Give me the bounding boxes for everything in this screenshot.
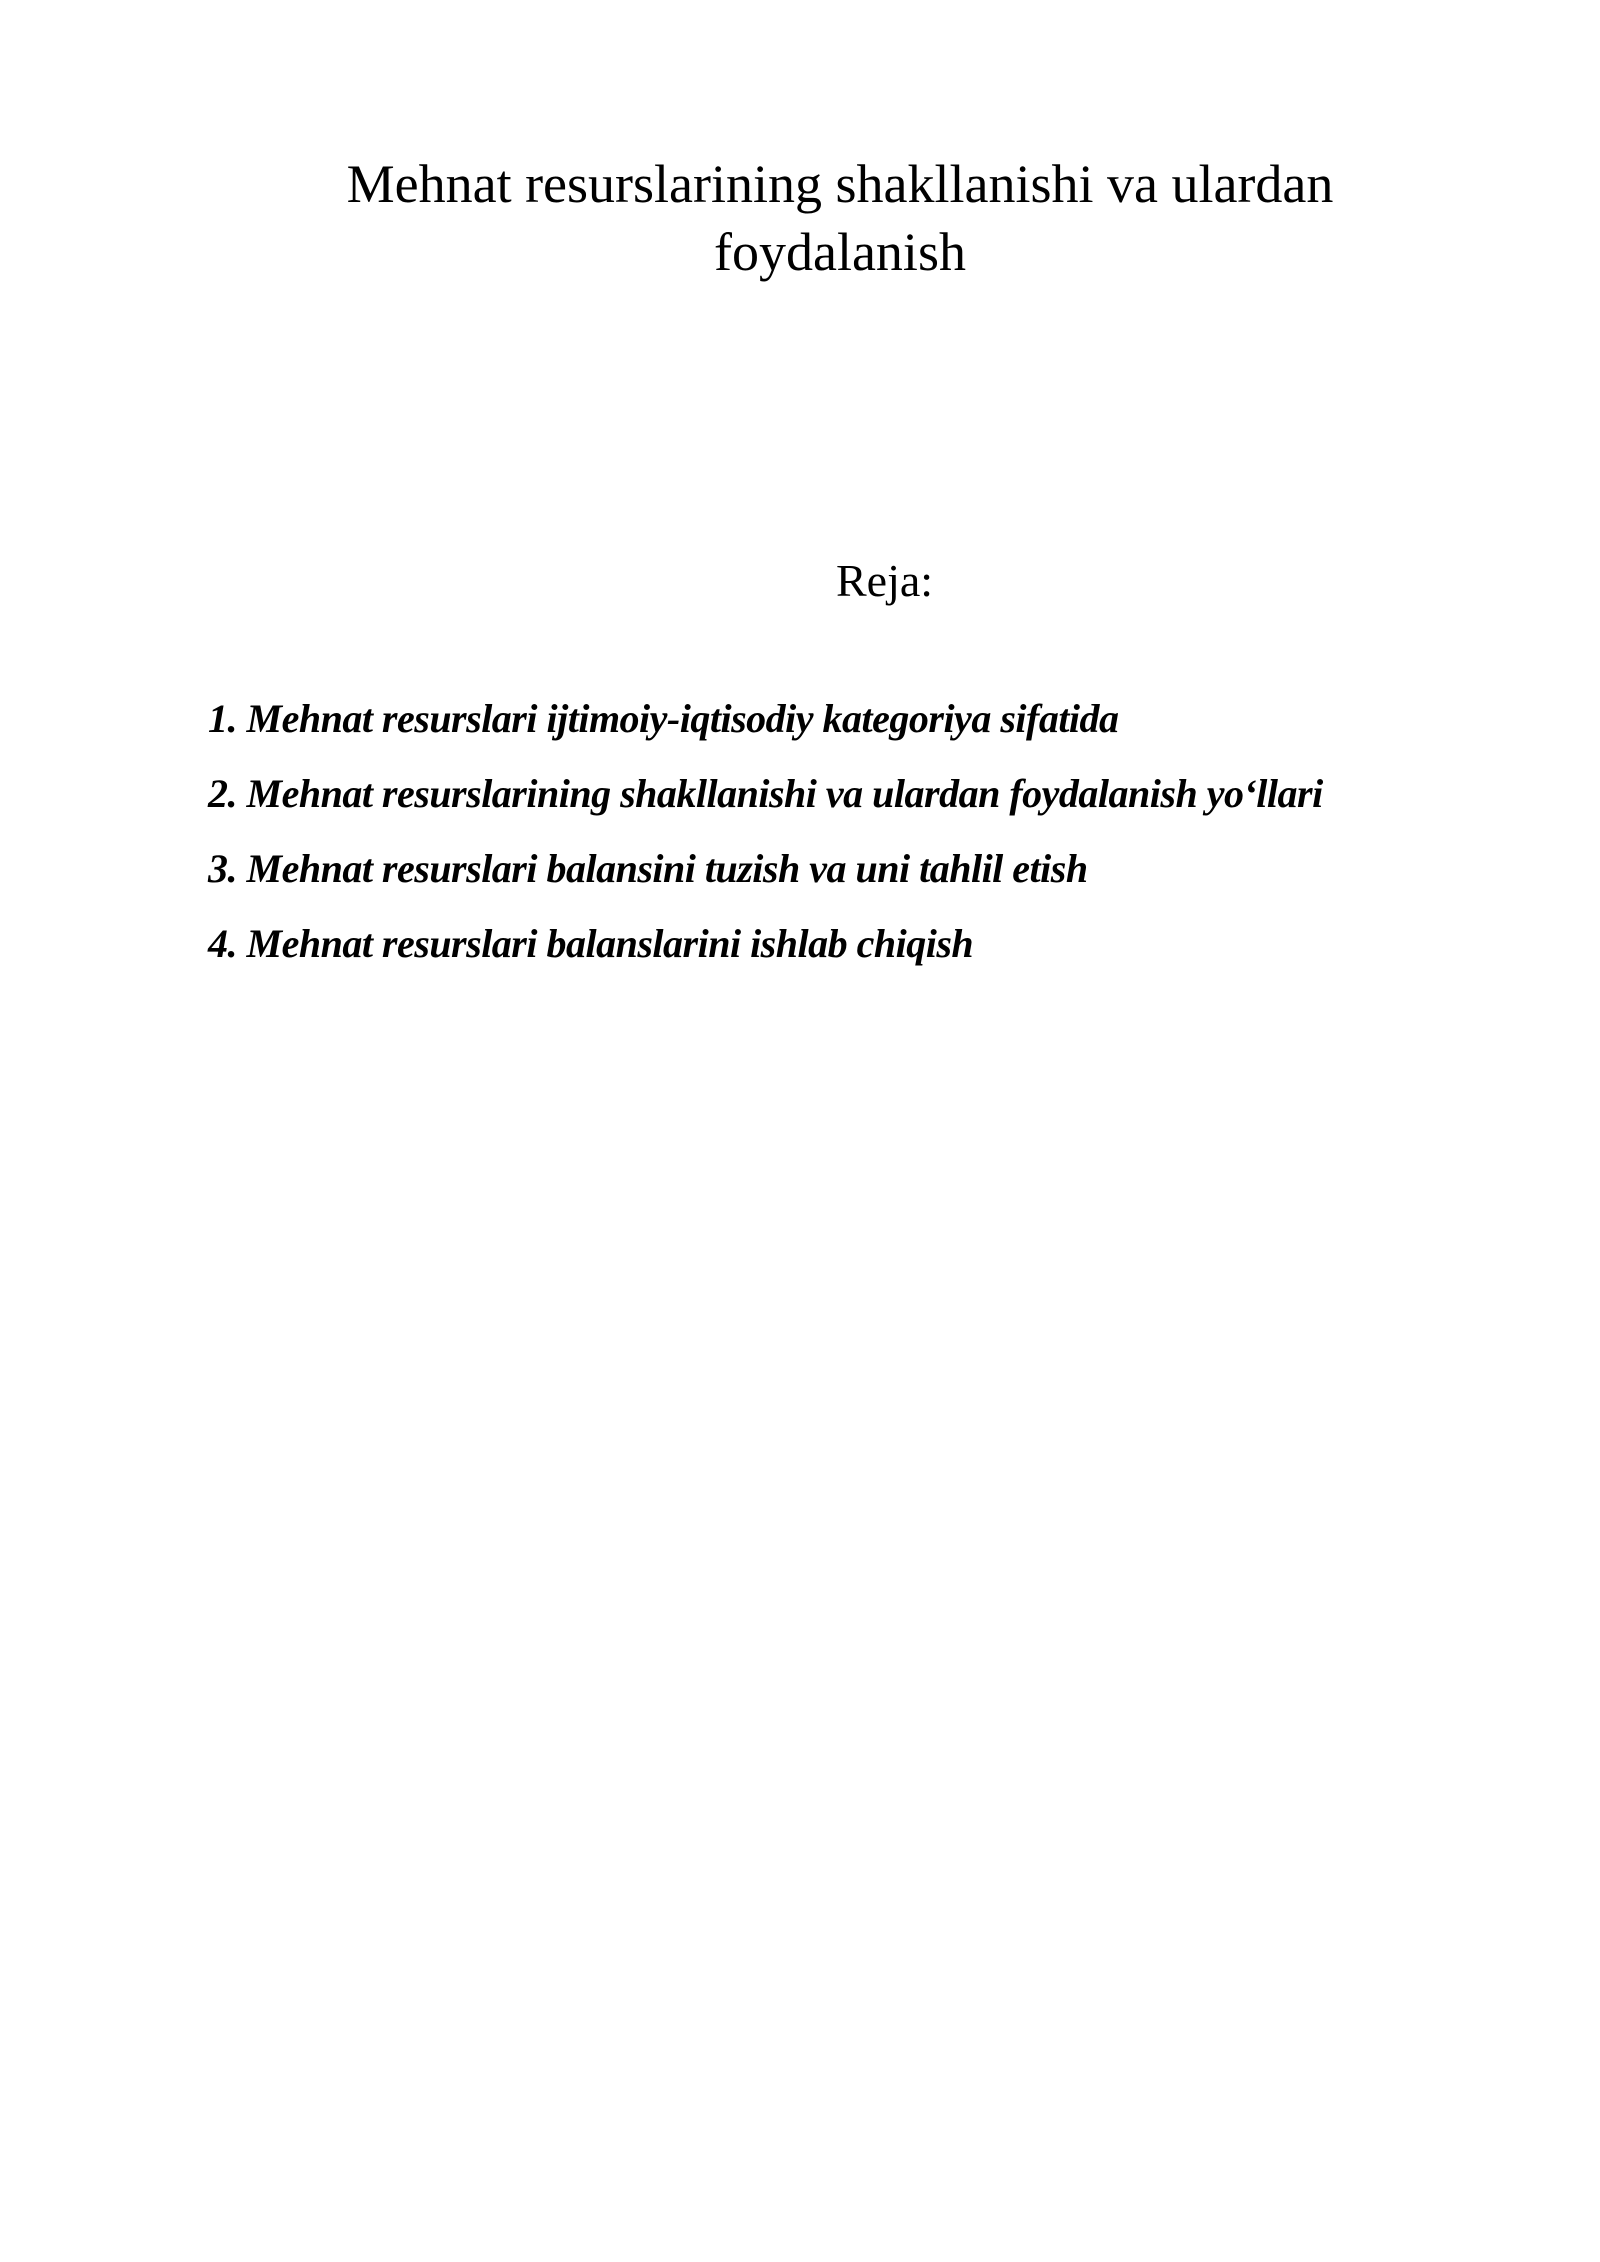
plan-item-4: 4. Mehnat resurslari balanslarini ishlab chiqish [208,921,974,966]
plan-list [208,695,1323,995]
plan-item-3: 3. Mehnat resurslari balansini tuzish va uni tahlil etish [208,846,1088,891]
plan-item-2: 2. Mehnat resurslarining shakllanishi va ulardan foydalanish yo‘llari [208,771,1323,816]
plan-item-1: 1. Mehnat resurslari ijtimoiy-iqtisodiy kategoriya sifatida [208,696,1119,741]
document-title [290,150,1390,286]
plan-heading: Reja: [836,555,934,606]
document-title-line-2: foydalanish [714,222,966,282]
document-title-line-1: Mehnat resurslarining shakllanishi va ulardan [346,154,1334,214]
